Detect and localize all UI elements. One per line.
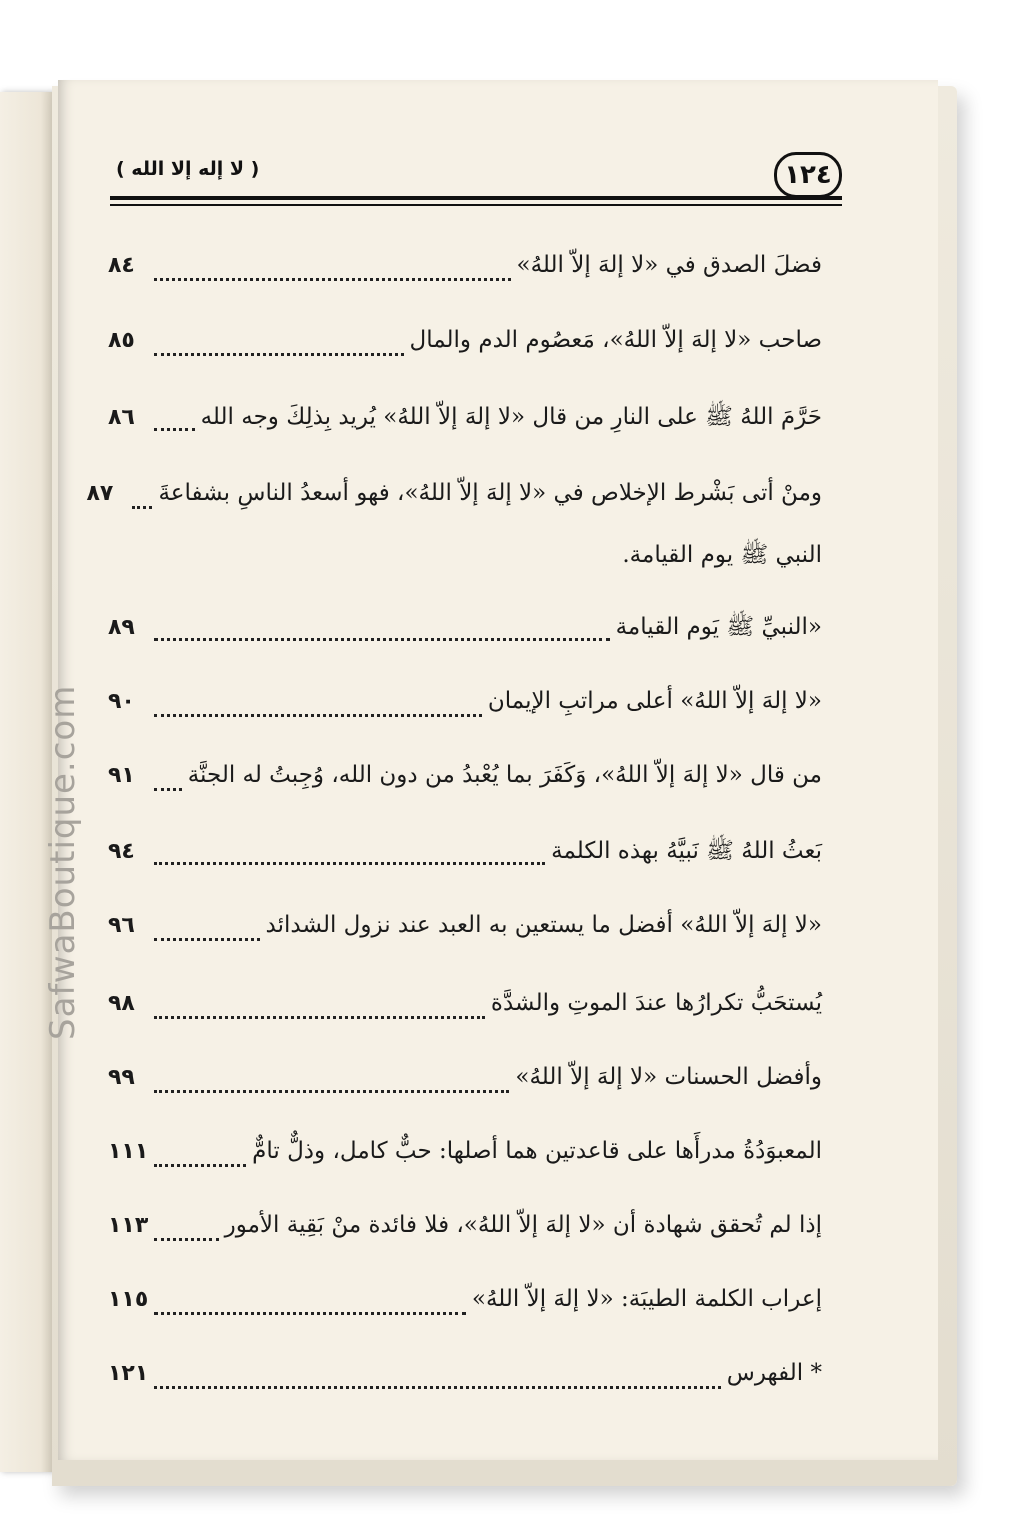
toc-leader-dots xyxy=(154,1372,720,1389)
toc-entry-title: المعبوَدُةُ مدرأَها على قاعدتين هما أصلها: حبٌّ كامل، وذلٌّ تامٌّ xyxy=(252,1138,822,1164)
toc-entry xyxy=(86,480,822,520)
toc-leader-dots xyxy=(154,1002,485,1019)
toc-entry-title: يُستحَبُّ تكرارُها عندَ الموتِ والشدَّة xyxy=(490,990,822,1016)
toc-leader-dots xyxy=(154,1224,218,1241)
toc-entry-title: «لا إلهَ إلاّ اللهُ» أعلى مراتبِ الإيمان xyxy=(487,688,822,714)
toc-entry-page: ٩٦ xyxy=(108,913,135,938)
toc-entry-title: * الفهرس xyxy=(726,1360,822,1386)
toc-entry-title-continued: النبي ﷺ يوم القيامة. xyxy=(622,542,822,568)
toc-leader-dots xyxy=(154,924,260,941)
toc-entry-page: ١٢١ xyxy=(108,1361,149,1386)
toc-leader-dots xyxy=(154,848,545,865)
toc-leader-dots xyxy=(154,700,482,717)
toc-entry-page: ١١١ xyxy=(108,1139,149,1164)
toc-entry-page: ٩٤ xyxy=(108,839,135,864)
toc-entry-title: إذا لم تُحقق شهادة أن «لا إلهَ إلاّ اللهُ»، فلا فائدة منْ بَقِية الأمور xyxy=(224,1212,822,1238)
toc-entry-page: ٩١ xyxy=(108,763,135,788)
toc-leader-dots xyxy=(132,492,152,509)
toc-entry xyxy=(108,912,822,952)
toc-entry xyxy=(108,1064,822,1104)
toc-entry xyxy=(108,252,822,292)
toc-entry xyxy=(108,1360,822,1400)
toc-entry xyxy=(108,402,822,442)
toc-entry-title: من قال «لا إلهَ إلاّ اللهُ»، وَكَفَرَ بما يُعْبدُ من دون الله، وُجِبتُ له الجنَّة xyxy=(187,762,822,788)
header-rule-thin xyxy=(110,204,842,206)
watermark: SafwaBoutique.com xyxy=(43,684,83,1040)
page-header xyxy=(110,150,842,212)
toc-leader-dots xyxy=(154,774,182,791)
toc-entry xyxy=(108,762,822,802)
toc-entry xyxy=(108,836,822,876)
toc-entry-title: فضلَ الصدق في «لا إلهَ إلاّ اللهُ» xyxy=(516,252,822,278)
toc-entry-title: إعراب الكلمة الطيبَة: «لا إلهَ إلاّ اللهُ» xyxy=(471,1286,822,1312)
toc-entry-page: ١١٥ xyxy=(108,1287,149,1312)
toc-entry-title: صاحب «لا إلهَ إلاّ اللهُ»، مَعصُوم الدم والمال xyxy=(409,327,822,353)
toc-leader-dots xyxy=(154,1076,509,1093)
toc-entry-page: ٨٦ xyxy=(108,405,135,430)
toc-entry xyxy=(108,1286,822,1326)
toc-entry xyxy=(108,612,822,652)
toc-entry-title: ومنْ أتى بَشْرط الإخلاص في «لا إلهَ إلاّ اللهُ»، فهو أسعدُ الناسِ بشفاعةَ xyxy=(158,480,822,506)
toc-entry-page: ٩٩ xyxy=(108,1065,135,1090)
toc-entry-title: «النبيِّ ﷺ يَوم القيامة xyxy=(615,614,822,640)
toc-entry-page: ٨٤ xyxy=(108,253,135,278)
toc-entry-page: ٩٨ xyxy=(108,991,135,1016)
toc-leader-dots xyxy=(154,339,404,356)
toc-entry-page: ٨٥ xyxy=(108,328,135,353)
toc-entry xyxy=(108,1212,822,1252)
toc-entry xyxy=(108,688,822,728)
toc-leader-dots xyxy=(154,1150,246,1167)
toc-entry xyxy=(108,1138,822,1178)
toc-entry-title: «لا إلهَ إلاّ اللهُ» أفضل ما يستعين به العبد عند نزول الشدائد xyxy=(265,912,822,938)
toc-leader-dots xyxy=(154,264,511,281)
toc-entry-page: ٨٩ xyxy=(108,615,135,640)
toc-entry-title: وأفضل الحسنات «لا إلهَ إلاّ اللهُ» xyxy=(515,1064,822,1090)
running-title: ( لا إله إلا الله ) xyxy=(116,158,260,180)
header-rule-thick xyxy=(110,196,842,200)
toc-leader-dots xyxy=(154,414,195,431)
toc-leader-dots xyxy=(154,1298,466,1315)
toc-leader-dots xyxy=(154,624,610,641)
toc-entry-page: ٩٠ xyxy=(108,689,135,714)
toc-entry-page: ١١٣ xyxy=(108,1213,149,1238)
toc-entry xyxy=(108,990,822,1030)
toc-entry-page: ٨٧ xyxy=(86,481,114,506)
page-number-badge: ١٢٤ xyxy=(774,152,842,198)
toc-entry xyxy=(108,327,822,367)
toc-entry-title: حَرَّمَ اللهُ ﷺ على النارِ من قال «لا إلهَ إلاّ اللهُ» يُريد بِذلِكَ وجه الله xyxy=(200,404,822,430)
toc-entry-title: بَعثُ اللهُ ﷺ نَبيَّهُ بهذه الكلمة xyxy=(551,838,822,864)
